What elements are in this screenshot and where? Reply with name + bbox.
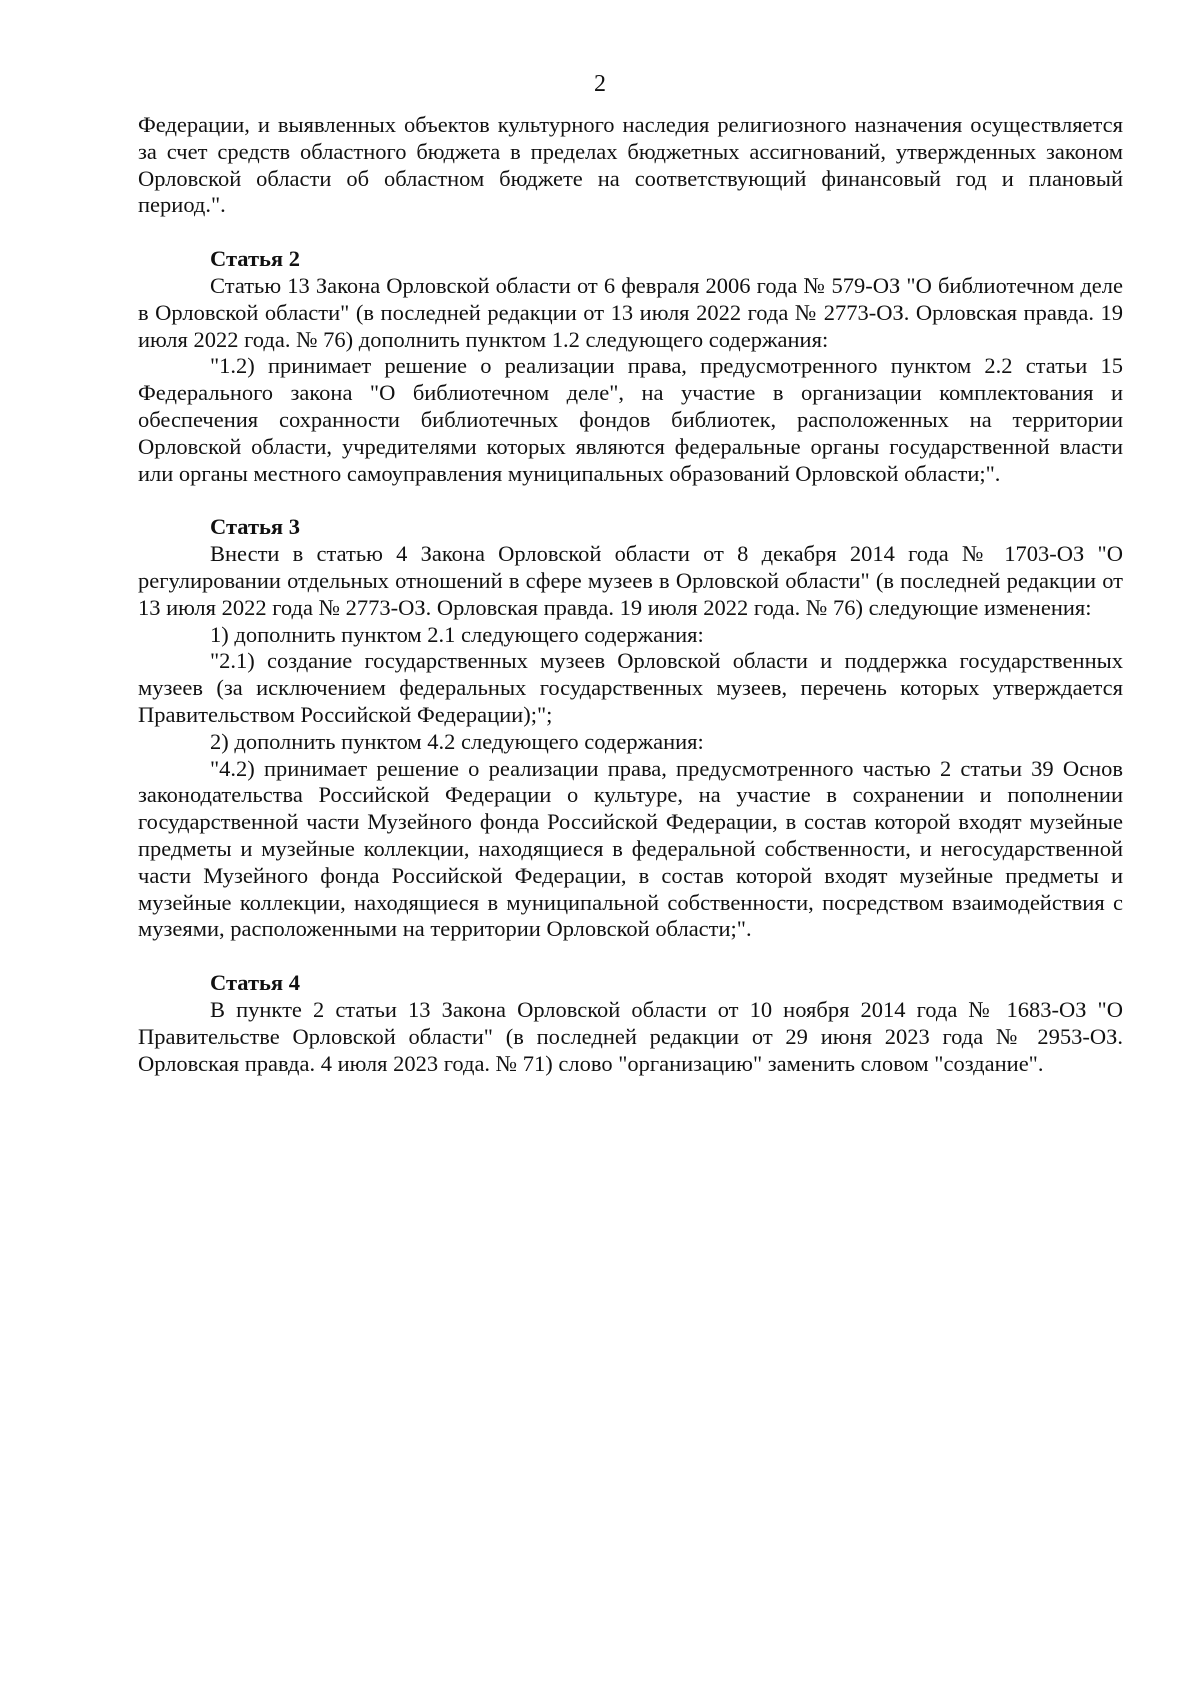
document-body: [138, 112, 1123, 1077]
article-4: [138, 970, 1123, 1077]
article-4-paragraph-1: В пункте 2 статьи 13 Закона Орловской области от 10 ноября 2014 года № 1683-ОЗ "О Правительстве Орловской области" (в последней редакции от 29 июня 2023 года № 2953-ОЗ. Орловская правда. 4 июля 2023 года. № 71) слово "организацию" заменить словом "создание".: [138, 996, 1123, 1076]
article-2: [138, 246, 1123, 487]
article-2-heading: Статья 2: [210, 246, 300, 272]
page-number: 2: [594, 71, 606, 97]
spacer: [138, 487, 1123, 514]
article-3-paragraph-5: "4.2) принимает решение о реализации права, предусмотренного частью 2 статьи 39 Основ законодательства Российской Федерации о культуре, на участие в сохранении и пополнении государственной части Музейного фонда Российской Федерации, в состав которой входят музейные предметы и музейные коллекции, находящиеся в федеральной собственности, и негосударственной части Музейного фонда Российской Федерации, в состав которой входят музейные предметы и музейные коллекции, находящиеся в муниципальной собственности, посредством взаимодействия с музеями, расположенными на территории Орловской области;".: [138, 755, 1123, 942]
article-3-paragraph-1: Внести в статью 4 Закона Орловской области от 8 декабря 2014 года № 1703-ОЗ "О регулировании отдельных отношений в сфере музеев в Орловской области" (в последней редакции от 13 июля 2022 года № 2773-ОЗ. Орловская правда. 19 июля 2022 года. № 76) следующие изменения:: [138, 541, 1123, 620]
article-2-paragraph-2: "1.2) принимает решение о реализации права, предусмотренного пунктом 2.2 статьи 15 Федерального закона "О библиотечном деле", на участие в организации комплектования и обеспечения сохранности библиотечных фондов библиотек, расположенных на территории Орловской области, учредителями которых являются федеральные органы государственной власти или органы местного самоуправления муниципальных образований Орловской области;".: [138, 353, 1123, 486]
article-2-paragraph-1: Статью 13 Закона Орловской области от 6 февраля 2006 года № 579-ОЗ "О библиотечном деле в Орловской области" (в последней редакции от 13 июля 2022 года № 2773-ОЗ. Орловская правда. 19 июля 2022 года. № 76) дополнить пунктом 1.2 следующего содержания:: [138, 272, 1123, 352]
article-3: [138, 514, 1123, 943]
spacer: [138, 943, 1123, 970]
article-3-paragraph-2: 1) дополнить пунктом 2.1 следующего содержания:: [210, 621, 704, 647]
spacer: [138, 219, 1123, 246]
article-4-heading: Статья 4: [210, 970, 300, 996]
intro-paragraph: Федерации, и выявленных объектов культурного наследия религиозного назначения осуществляется за счет средств областного бюджета в пределах бюджетных ассигнований, утвержденных законом Орловской области об областном бюджете на соответствующий финансовый год и плановый период.".: [138, 112, 1123, 218]
article-3-paragraph-3: "2.1) создание государственных музеев Орловской области и поддержка государственных музеев (за исключением федеральных государственных музеев, перечень которых утверждается Правительством Российской Федерации);";: [138, 648, 1123, 727]
article-3-heading: Статья 3: [210, 514, 300, 540]
article-3-paragraph-4: 2) дополнить пунктом 4.2 следующего содержания:: [210, 728, 704, 754]
